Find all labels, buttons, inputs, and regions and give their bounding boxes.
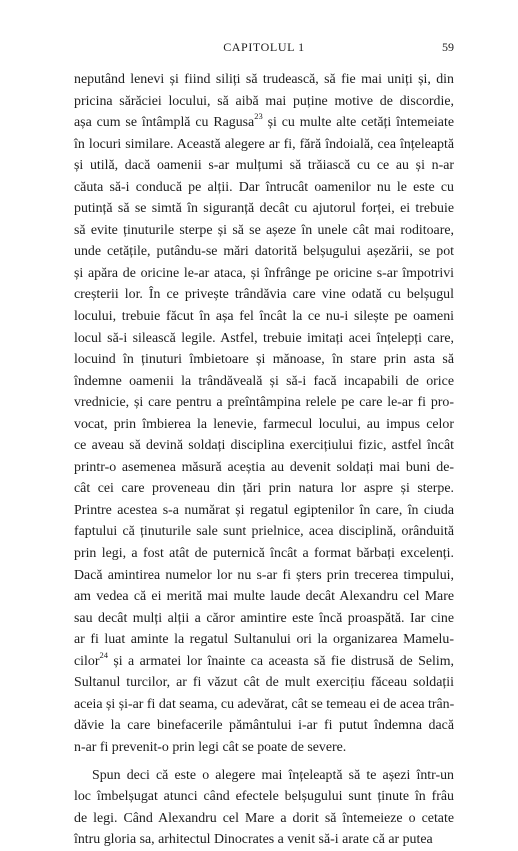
line-text: loc îmbelșugat atunci când efectele belșugului sunt ținute în frâu bbox=[74, 789, 454, 805]
line-text: n-ar fi prevenit-o prin legi cât se poate de severe. bbox=[74, 739, 347, 755]
text-line bbox=[74, 241, 454, 263]
text-line bbox=[74, 521, 454, 543]
footnote-marker[interactable]: 24 bbox=[99, 650, 108, 661]
text-line bbox=[74, 392, 454, 414]
line-text: ar fi luat aminte la regatul Sultanului ori la organizarea Mamelu- bbox=[74, 632, 454, 648]
line-text: întru gloria sa, arhitectul Dinocrates a venit să-i arate că ar putea bbox=[74, 832, 433, 848]
line-text: și cu multe alte cetăți întemeiate bbox=[262, 115, 454, 131]
line-text: Dacă amintirea numelor lor nu s-ar fi șters prin trecerea timpului, bbox=[74, 567, 454, 583]
text-line bbox=[74, 457, 454, 479]
line-text: cilor bbox=[74, 653, 100, 669]
line-text: vrednicie, și care pentru a preîntâmpina relele pe care le-ar fi pro- bbox=[74, 395, 454, 411]
line-text: creșterii lor. În ce privește trândăvia care vine odată cu belșugul bbox=[74, 287, 454, 303]
text-line bbox=[74, 435, 454, 457]
line-text: în locuri similare. Această alegere ar fi, fără îndoială, cea înțeleaptă bbox=[74, 136, 454, 152]
body-text bbox=[74, 69, 454, 851]
line-text: prin legi, a fost atât de puternică încât a format bărbați excelenți. bbox=[74, 546, 454, 562]
text-line bbox=[74, 786, 454, 808]
line-text: sau decât mulți alții a căror amintire este încă proaspătă. Iar cine bbox=[74, 610, 454, 626]
line-text: locul să-i silească legile. Astfel, trebuie imitați acei înțelepți care, bbox=[74, 330, 454, 346]
page-number: 59 bbox=[442, 40, 454, 54]
line-text: Spun deci că este o alegere mai înțeleaptă să te așezi într-un bbox=[92, 767, 454, 783]
line-text: vocat, prin îmbierea la lenevie, farmecul locului, au impus celor bbox=[74, 416, 454, 432]
text-line bbox=[74, 565, 454, 587]
line-text: unde cetățile, putându-se mări datorită belșugului așezării, se pot bbox=[74, 244, 454, 260]
text-line bbox=[74, 134, 454, 156]
text-line bbox=[74, 543, 454, 565]
line-text: printr-o asemenea măsură aceștia au devenit soldați mai buni de- bbox=[74, 459, 454, 475]
text-line bbox=[74, 765, 454, 787]
text-line bbox=[74, 155, 454, 177]
line-text: Printre acestea s-a numărat și regatul egiptenilor în care, în ciuda bbox=[74, 502, 454, 518]
text-line bbox=[74, 608, 454, 630]
text-line bbox=[74, 478, 454, 500]
line-text: locului, trebuie făcut în așa fel încât la ce nu-i silește pe oameni bbox=[74, 309, 454, 325]
line-text: să evite ținuturile sterpe și să se așeze în unele cât mai roditoare, bbox=[74, 222, 454, 238]
chapter-title: CAPITOLUL 1 bbox=[223, 40, 305, 54]
line-text: neputând lenevi și fiind siliți să trudească, să fie mai uniți și, din bbox=[74, 72, 454, 87]
paragraph bbox=[74, 765, 454, 851]
text-line bbox=[74, 177, 454, 199]
line-text: faptului că ținuturile sale sunt prielnice, acea disciplină, orânduită bbox=[74, 524, 454, 540]
text-line bbox=[74, 808, 454, 830]
line-text: căuta să-i conducă pe alții. Dar întrucât oamenilor nu le este cu bbox=[74, 179, 454, 195]
text-line bbox=[74, 500, 454, 522]
line-text: locuind în ținuturi îmbietoare și mănoase, în stare prin asta să bbox=[74, 352, 454, 368]
line-text: și a armatei lor înainte ca aceasta să fie distrusă de Selim, bbox=[107, 653, 454, 669]
text-line bbox=[74, 414, 454, 436]
text-line bbox=[74, 829, 454, 851]
footnote-marker[interactable]: 23 bbox=[254, 111, 263, 122]
line-text: dăvie la care binefacerile pământului i-ar fi putut îndemna dacă bbox=[74, 718, 454, 734]
line-text: Sultanul turcilor, ar fi văzut cât de mult exercițiu făceau soldații bbox=[74, 675, 454, 691]
text-line bbox=[74, 672, 454, 694]
line-text: așa cum se întâmplă cu Ragusa bbox=[74, 115, 255, 131]
text-line bbox=[74, 328, 454, 350]
text-line bbox=[74, 220, 454, 242]
text-line bbox=[74, 737, 454, 759]
text-line bbox=[74, 629, 454, 651]
text-line bbox=[74, 349, 454, 371]
text-line bbox=[74, 284, 454, 306]
line-text: și apăra de oricine le-ar ataca, și înfrânge pe oricine s-ar împotrivi bbox=[74, 265, 454, 281]
line-text: am vedea că ei merită mai multe laude decât Alexandru cel Mare bbox=[74, 589, 454, 605]
line-text: cât cei care proveneau din țări prin natura lor aspre și sterpe. bbox=[74, 481, 454, 497]
line-text: aceia și și-ar fi dat seama, cu adevărat, cât se temeau ei de acea trân- bbox=[74, 696, 455, 712]
text-line bbox=[74, 112, 454, 134]
text-line bbox=[74, 715, 454, 737]
line-text: și utilă, dacă oamenii s-ar mulțumi să trăiască cu ce au și n-ar bbox=[74, 158, 454, 174]
text-line bbox=[74, 371, 454, 393]
line-text: ce aveau să devină soldați disciplina exercițiului fizic, astfel încât bbox=[74, 438, 454, 454]
text-line bbox=[74, 263, 454, 285]
line-text: putință să se simtă în siguranță decât cu ajutorul forței, ei trebuie bbox=[74, 201, 454, 217]
text-line bbox=[74, 198, 454, 220]
running-header bbox=[74, 40, 454, 56]
line-text: pricina sărăciei locului, să aibă mai puține motive de discordie, bbox=[74, 93, 454, 109]
line-text: îndemne oamenii la trândăveală și să-i facă incapabili de orice bbox=[74, 373, 454, 389]
text-line bbox=[74, 69, 454, 91]
text-line bbox=[74, 586, 454, 608]
paragraph bbox=[74, 69, 454, 759]
line-text: de legi. Când Alexandru cel Mare a dorit să întemeieze o cetate bbox=[74, 810, 454, 826]
text-line bbox=[74, 306, 454, 328]
text-line bbox=[74, 91, 454, 113]
text-line bbox=[74, 651, 454, 673]
text-line bbox=[74, 694, 454, 716]
